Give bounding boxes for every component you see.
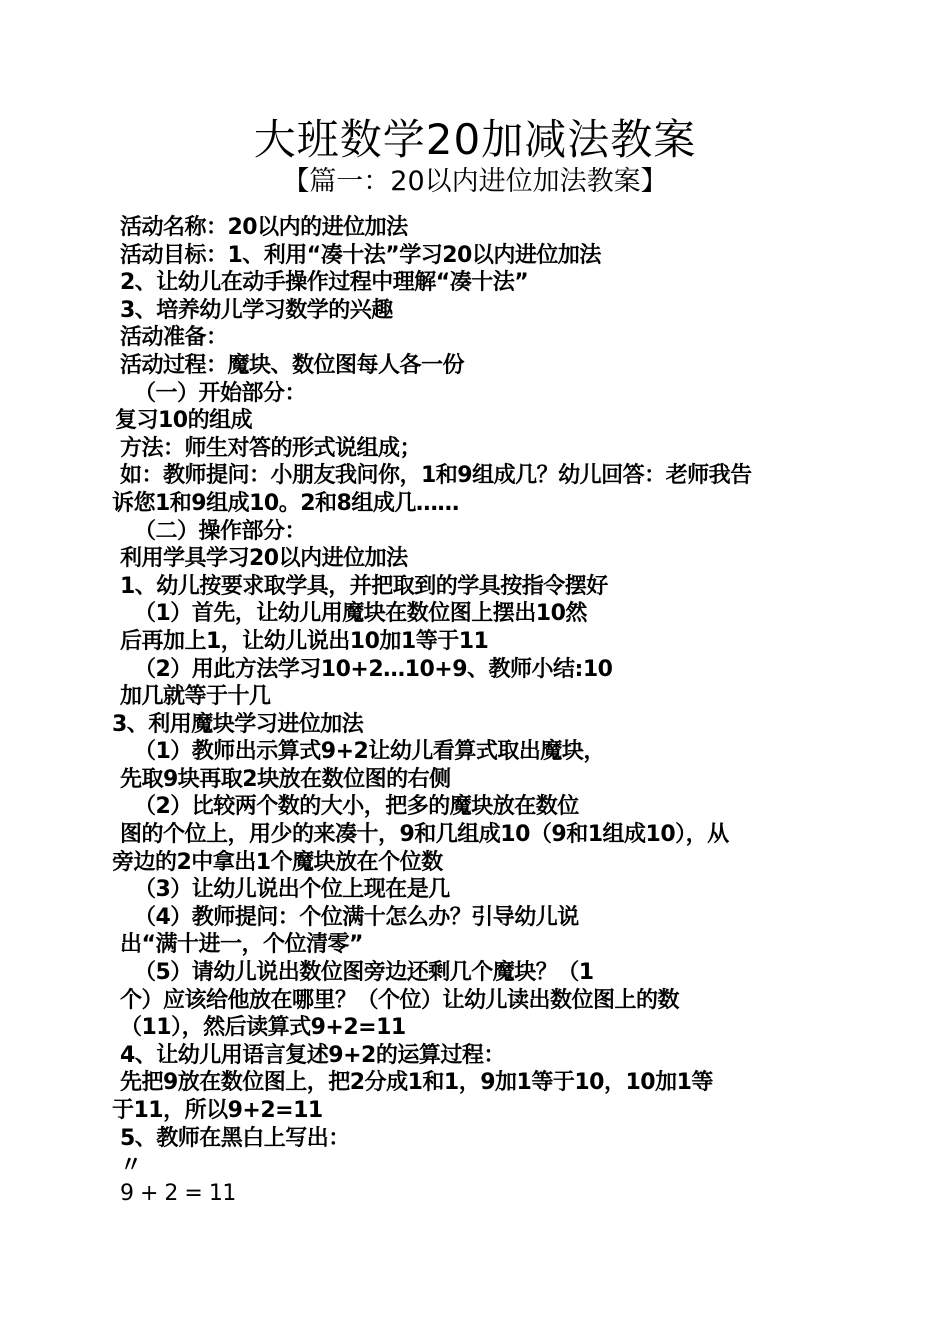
- document-title: 大班数学20加减法教案: [253, 115, 697, 164]
- text-line: 活动过程：魔块、数位图每人各一份: [120, 352, 465, 378]
- text-line: （3）让幼儿说出个位上现在是几: [134, 877, 450, 903]
- text-line: 出“满十进一，个位清零”: [120, 932, 363, 958]
- ditto-mark: 〃: [120, 1153, 142, 1179]
- text-line: 活动准备：: [120, 325, 228, 351]
- text-line: （2）用此方法学习10+2…10+9、教师小结:10: [134, 656, 613, 682]
- text-line: （2）比较两个数的大小，把多的魔块放在数位: [134, 794, 579, 820]
- text-line: 旁边的2中拿出1个魔块放在个位数: [112, 849, 443, 875]
- text-line: （1）首先，让幼儿用魔块在数位图上摆出10然: [134, 601, 587, 627]
- text-line: 如：教师提问：小朋友我问你，1和9组成几？幼儿回答：老师我告: [120, 463, 752, 489]
- text-line: （二）操作部分：: [134, 518, 307, 544]
- text-line: 活动名称：20以内的进位加法: [120, 215, 408, 240]
- text-line: 先把9放在数位图上，把2分成1和1，9加1等于10，10加1等: [120, 1070, 713, 1096]
- equation-line: 9 + 2 = 11: [120, 1180, 236, 1206]
- text-line: （11），然后读算式9+2=11: [120, 1015, 406, 1041]
- text-line: （5）请幼儿说出数位图旁边还剩几个魔块？（1: [134, 960, 594, 986]
- text-line: 4、让幼儿用语言复述9+2的运算过程：: [120, 1042, 505, 1068]
- document-subtitle: 【篇一：20以内进位加法教案】: [282, 166, 668, 197]
- text-line: 活动目标：1、利用“凑十法”学习20以内进位加法: [120, 242, 601, 268]
- document-body: [112, 214, 842, 1207]
- text-line: 3、利用魔块学习进位加法: [112, 711, 364, 737]
- text-line: 5、教师在黑白上写出：: [120, 1125, 350, 1151]
- text-line: 复习10的组成: [115, 408, 253, 434]
- text-line: （4）教师提问：个位满十怎么办？引导幼儿说: [134, 904, 579, 930]
- text-line: （1）教师出示算式9+2让幼儿看算式取出魔块，: [134, 739, 605, 765]
- text-line: 1、幼儿按要求取学具，并把取到的学具按指令摆好: [120, 573, 608, 599]
- text-line: 2、让幼儿在动手操作过程中理解“凑十法”: [120, 270, 529, 296]
- text-line: 于11，所以9+2=11: [112, 1098, 323, 1123]
- text-line: （一）开始部分：: [134, 380, 307, 406]
- text-line: 加几就等于十几: [120, 684, 271, 710]
- text-line: 3、培养幼儿学习数学的兴趣: [120, 297, 393, 323]
- text-line: 后再加上1，让幼儿说出10加1等于11: [120, 628, 489, 654]
- text-line: 诉您1和9组成10。2和8组成几……: [112, 490, 459, 516]
- text-line: 方法：师生对答的形式说组成；: [120, 435, 422, 461]
- text-line: 利用学具学习20以内进位加法: [120, 546, 408, 572]
- text-line: 图的个位上，用少的来凑十，9和几组成10（9和1组成10），从: [120, 822, 729, 848]
- text-line: 先取9块再取2块放在数位图的右侧: [120, 766, 451, 792]
- text-line: 个）应该给他放在哪里？（个位）让幼儿读出数位图上的数: [120, 987, 680, 1013]
